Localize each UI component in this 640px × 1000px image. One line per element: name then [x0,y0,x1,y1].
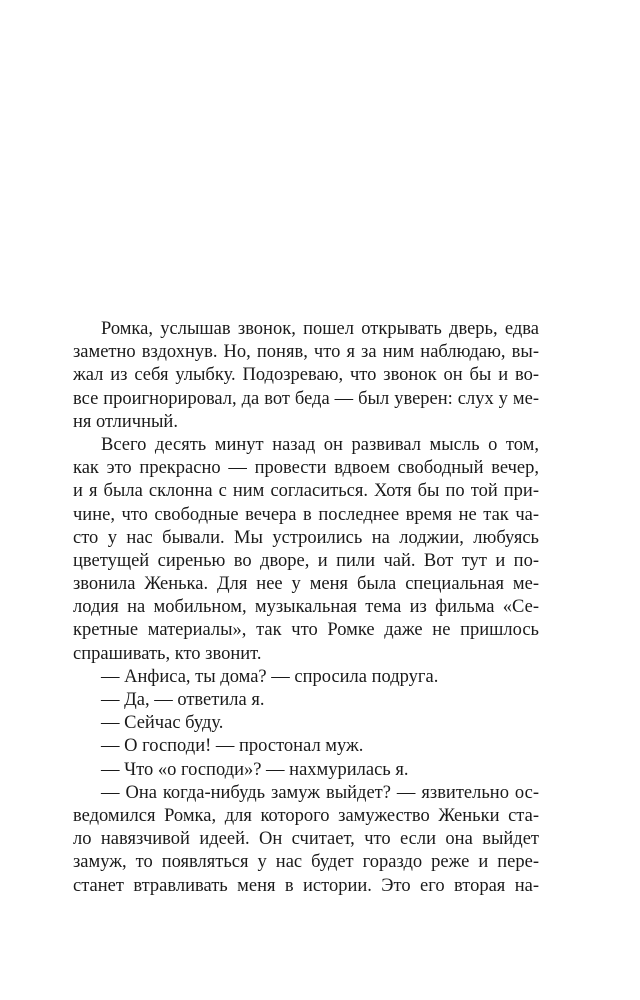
body-text [73,318,539,898]
text-line: Ромка, услышав звонок, пошел открывать дверь, едва [101,319,539,339]
text-line: станет втравливать меня в истории. Это его вторая на- [73,875,539,896]
dialogue-line: — Анфиса, ты дома? — спросила подруга. [101,666,439,687]
dialogue-line: — Да, — ответила я. [101,690,265,710]
text-line: спрашивать, кто звонит. [73,643,262,664]
text-line: сто у нас бывали. Мы устроились на лоджии, любуясь [73,527,539,548]
text-line: цветущей сиренью во дворе, и пили чай. Вот тут и по- [73,550,539,571]
text-line: заметно вздохнув. Но, поняв, что я за ним наблюдаю, вы- [73,342,539,363]
text-line: ведомился Ромка, для которого замужество Женьки ста- [73,805,539,826]
dialogue-line: — О господи! — простонал муж. [101,736,364,757]
text-line: ня отличный. [73,411,178,432]
text-line: ло навязчивой идеей. Он считает, что если она выйдет [73,829,539,850]
text-line: и я была склонна с ним согласиться. Хотя бы по той при- [73,481,539,502]
text-line: — Она когда-нибудь замуж выйдет? — язвительно ос- [101,782,539,803]
text-line: жал из себя улыбку. Подозреваю, что звонок он бы и во- [73,365,539,386]
text-line: как это прекрасно — провести вдвоем свободный вечер, [73,458,539,479]
text-line: лодия на мобильном, музыкальная тема из фильма «Се- [73,597,539,618]
dialogue-line: — Что «о господи»? — нахмурилась я. [101,759,409,780]
dialogue-line: — Сейчас буду. [101,713,224,734]
text-line: замуж, то появляться у нас будет гораздо реже и пере- [73,852,539,873]
text-line: все проигнорировал, да вот беда — был уверен: слух у ме- [73,388,539,409]
text-line: чине, что свободные вечера в последнее время не так ча- [73,504,539,525]
text-line: кретные материалы», так что Ромке даже не пришлось [73,620,539,641]
text-line: звонила Женька. Для нее у меня была специальная ме- [73,574,539,595]
text-line: Всего десять минут назад он развивал мысль о том, [101,434,539,455]
